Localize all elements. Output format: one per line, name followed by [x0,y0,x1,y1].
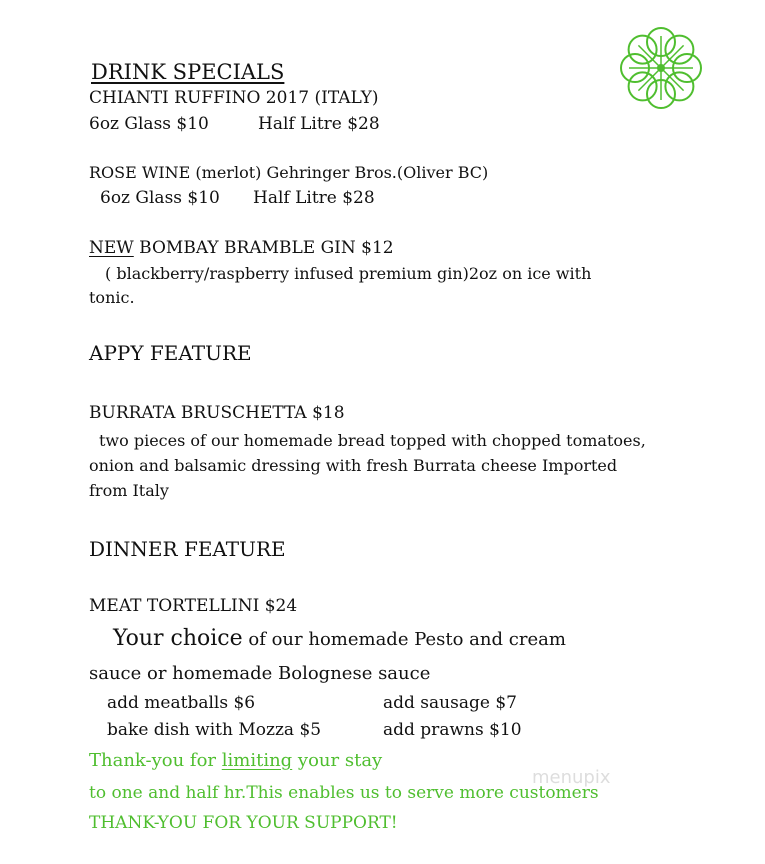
rose-glass-price: 6oz Glass $10 [100,188,220,208]
choice-rest: of our homemade Pesto and cream [242,629,566,650]
gin-name: BOMBAY BRAMBLE GIN $12 [133,238,394,258]
addon-sausage: add sausage $7 [383,693,517,713]
appy-heading: APPY FEATURE [89,341,252,365]
notice-line-1 [89,752,382,770]
gin-desc-1: ( blackberry/raspberry infused premium gin)2oz on ice with [105,264,592,283]
new-label: NEW [89,238,134,258]
addon-meatballs: add meatballs $6 [107,693,256,713]
appy-desc-1: two pieces of our homemade bread topped with chopped tomatoes, [99,431,646,450]
notice-text-a: Thank-you for [89,750,222,771]
rose-litre-price: Half Litre $28 [253,188,375,208]
flower-icon [615,22,707,114]
appy-desc-2: onion and balsamic dressing with fresh Burrata cheese Imported [89,456,618,475]
notice-line-2: to one and half hr.This enables us to serve more customers [89,783,599,803]
dinner-name: MEAT TORTELLINI $24 [89,596,298,616]
notice-text-c: your stay [292,750,383,771]
chianti-name: CHIANTI RUFFINO 2017 (ITALY) [89,88,379,108]
dinner-heading: DINNER FEATURE [89,537,286,561]
notice-line-3: THANK-YOU FOR YOUR SUPPORT! [89,813,398,833]
rose-name: ROSE WINE (merlot) Gehringer Bros.(Oliver BC) [89,163,489,182]
chianti-glass-price: 6oz Glass $10 [89,114,209,134]
dinner-choice-line [113,628,566,650]
appy-desc-3: from Italy [89,481,169,500]
gin-desc-2: tonic. [89,288,135,307]
addon-prawns: add prawns $10 [383,720,522,740]
addon-mozza: bake dish with Mozza $5 [107,720,322,740]
notice-limiting: limiting [221,750,293,771]
page-title: DRINK SPECIALS [91,60,285,84]
choice-emphasis: Your choice [113,626,243,651]
dinner-sauce-line: sauce or homemade Bolognese sauce [89,663,431,684]
appy-name: BURRATA BRUSCHETTA $18 [89,403,345,423]
gin-line [89,240,394,257]
watermark: menupix [532,767,611,788]
chianti-litre-price: Half Litre $28 [258,114,380,134]
